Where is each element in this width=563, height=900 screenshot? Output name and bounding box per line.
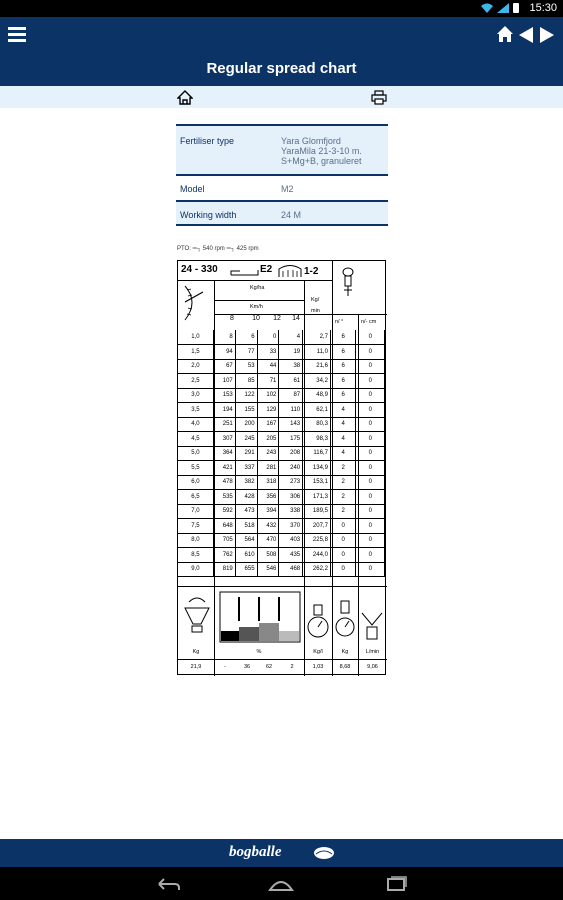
table-row <box>178 519 385 534</box>
table-row <box>178 432 385 447</box>
speed-unit: Km/h <box>250 304 263 310</box>
model-value: M2 <box>281 184 294 194</box>
cell-a: 6 <box>330 330 356 345</box>
cell-v10: 245 <box>235 432 257 447</box>
table-row <box>178 417 385 432</box>
cell-v8: 94 <box>213 345 235 360</box>
cell-v10: 85 <box>235 374 257 389</box>
cell-b: 0 <box>356 388 385 403</box>
cell-flow: 48,9 <box>303 388 331 403</box>
cell-v12: 71 <box>257 374 279 389</box>
cell-v8: 819 <box>213 562 235 577</box>
cell-v14: 468 <box>279 562 303 577</box>
cell-v8: 107 <box>213 374 235 389</box>
table-row <box>178 388 385 403</box>
chart-line <box>178 586 387 587</box>
cell-flow: 225,8 <box>303 533 331 548</box>
cell-v8: 762 <box>213 548 235 563</box>
cell-v8: 648 <box>213 519 235 534</box>
cell-v12: 546 <box>257 562 279 577</box>
brand-swoosh-icon <box>313 846 335 860</box>
cell-b: 0 <box>356 403 385 418</box>
footer-value: 21,9 <box>190 664 202 670</box>
cell-b: 0 <box>356 374 385 389</box>
cell-s: 6,0 <box>178 475 213 490</box>
pto-line: PTO: ═┐ 540 rpm ═┐ 425 rpm <box>177 246 259 252</box>
cell-a: 4 <box>330 446 356 461</box>
hopper-icon <box>183 596 211 636</box>
cell-v10: 155 <box>235 403 257 418</box>
speed-12: 12 <box>273 315 281 322</box>
cell-v10: 564 <box>235 533 257 548</box>
flow-icon <box>360 611 384 643</box>
wifi-icon <box>481 3 493 13</box>
home-icon[interactable] <box>177 90 193 105</box>
cell-flow: 2,7 <box>303 330 331 345</box>
cell-a: 6 <box>330 374 356 389</box>
cell-a: 0 <box>330 533 356 548</box>
spread-chart <box>177 260 386 675</box>
cell-a: 2 <box>330 490 356 505</box>
col-unit-2: n/- cm <box>361 319 377 325</box>
cell-v12: 508 <box>257 548 279 563</box>
cell-v8: 8 <box>213 330 235 345</box>
recents-icon[interactable] <box>383 876 409 892</box>
cell-v14: 87 <box>279 388 303 403</box>
chart-line <box>332 586 333 676</box>
cell-a: 2 <box>330 461 356 476</box>
cell-v10: 6 <box>235 330 257 345</box>
cell-v14: 273 <box>279 475 303 490</box>
cell-v14: 4 <box>279 330 303 345</box>
cell-v12: 33 <box>257 345 279 360</box>
working-width-value: 24 M <box>281 210 302 220</box>
cell-v10: 518 <box>235 519 257 534</box>
tractor-icon: ═┐ <box>226 246 235 252</box>
col-unit-1: n/ ° <box>335 319 344 325</box>
flow-unit-2: min <box>311 308 320 314</box>
cell-flow: 153,1 <box>303 475 331 490</box>
table-row <box>178 461 385 476</box>
cell-v10: 428 <box>235 490 257 505</box>
cell-v8: 194 <box>213 403 235 418</box>
cell-v12: 356 <box>257 490 279 505</box>
cell-a: 0 <box>330 548 356 563</box>
cell-v14: 208 <box>279 446 303 461</box>
cell-v8: 251 <box>213 417 235 432</box>
cell-v12: 394 <box>257 504 279 519</box>
chart-line <box>304 314 387 315</box>
speed-8: 8 <box>230 315 234 322</box>
status-bar <box>0 0 563 17</box>
cell-b: 0 <box>356 359 385 374</box>
cell-flow: 171,3 <box>303 490 331 505</box>
cell-b: 0 <box>356 475 385 490</box>
chart-model: 24 - 330 <box>181 264 218 275</box>
cell-b: 0 <box>356 417 385 432</box>
forward-arrow-icon[interactable] <box>538 26 556 44</box>
cell-v12: 318 <box>257 475 279 490</box>
table-row <box>178 490 385 505</box>
cell-flow: 21,6 <box>303 359 331 374</box>
cell-flow: 244,0 <box>303 548 331 563</box>
cell-flow: 98,3 <box>303 432 331 447</box>
table-row <box>178 345 385 360</box>
weight-icon <box>334 599 356 643</box>
cell-a: 0 <box>330 562 356 577</box>
footer-value: 9,06 <box>367 664 378 670</box>
back-icon[interactable] <box>155 876 181 892</box>
cell-s: 5,0 <box>178 446 213 461</box>
menu-icon[interactable] <box>8 27 26 43</box>
cell-a: 4 <box>330 417 356 432</box>
fertiliser-type-label: Fertiliser type <box>180 136 235 146</box>
footer-value: 1,03 <box>312 664 324 670</box>
cell-v10: 610 <box>235 548 257 563</box>
cell-s: 4,5 <box>178 432 213 447</box>
cell-a: 4 <box>330 432 356 447</box>
cell-flow: 34,2 <box>303 374 331 389</box>
chart-line <box>304 586 305 676</box>
cell-v14: 435 <box>279 548 303 563</box>
cell-v10: 122 <box>235 388 257 403</box>
cell-v14: 338 <box>279 504 303 519</box>
cell-flow: 62,1 <box>303 403 331 418</box>
signal-icon <box>497 3 509 13</box>
chart-line <box>214 586 215 676</box>
cell-v10: 337 <box>235 461 257 476</box>
cell-a: 6 <box>330 345 356 360</box>
table-row <box>178 359 385 374</box>
cell-v8: 705 <box>213 533 235 548</box>
chart-vanes: 1-2 <box>304 266 319 277</box>
cell-v8: 421 <box>213 461 235 476</box>
scale-icon <box>306 603 330 643</box>
cell-flow: 262,2 <box>303 562 331 577</box>
spreader-icon <box>230 267 260 277</box>
cell-v12: 0 <box>257 330 279 345</box>
cell-v10: 200 <box>235 417 257 432</box>
cell-b: 0 <box>356 330 385 345</box>
chart-setting: E2 <box>260 264 273 275</box>
table-row <box>178 330 385 345</box>
brand-logo: bogballe <box>229 844 282 860</box>
cell-v14: 143 <box>279 417 303 432</box>
cell-v12: 281 <box>257 461 279 476</box>
table-row <box>178 548 385 563</box>
footer-label-kg: Kg <box>192 649 200 655</box>
cell-v12: 205 <box>257 432 279 447</box>
cell-s: 3,5 <box>178 403 213 418</box>
status-icons <box>481 3 519 13</box>
cell-b: 0 <box>356 548 385 563</box>
cell-s: 1,0 <box>178 330 213 345</box>
cell-s: 2,0 <box>178 359 213 374</box>
nozzle-icon <box>337 266 359 298</box>
cell-v8: 307 <box>213 432 235 447</box>
vane-icon <box>278 264 302 278</box>
table-row <box>178 504 385 519</box>
fertiliser-info <box>176 124 388 226</box>
cell-s: 2,5 <box>178 374 213 389</box>
cell-s: 9,0 <box>178 562 213 577</box>
calibration-bars-icon <box>219 591 301 643</box>
cell-flow: 11,0 <box>303 345 331 360</box>
cell-b: 0 <box>356 461 385 476</box>
cell-v10: 291 <box>235 446 257 461</box>
cell-v8: 67 <box>213 359 235 374</box>
cell-v10: 473 <box>235 504 257 519</box>
cell-v12: 167 <box>257 417 279 432</box>
model-row <box>176 174 388 200</box>
chart-line <box>214 300 304 301</box>
cell-flow: 207,7 <box>303 519 331 534</box>
cell-v8: 592 <box>213 504 235 519</box>
cell-v12: 243 <box>257 446 279 461</box>
cell-v12: 470 <box>257 533 279 548</box>
chart-line <box>178 659 387 660</box>
footer-value: 2 <box>290 664 294 670</box>
model-label: Model <box>180 184 205 194</box>
cell-v14: 306 <box>279 490 303 505</box>
table-row <box>178 475 385 490</box>
cell-b: 0 <box>356 519 385 534</box>
cell-v12: 102 <box>257 388 279 403</box>
system-nav-bar <box>0 867 563 900</box>
cell-flow: 189,5 <box>303 504 331 519</box>
cell-v8: 535 <box>213 490 235 505</box>
cell-a: 2 <box>330 504 356 519</box>
cell-v8: 153 <box>213 388 235 403</box>
cell-s: 4,0 <box>178 417 213 432</box>
tractor-icon: ═┐ <box>192 246 202 252</box>
chart-line <box>358 586 359 676</box>
footer-value: 36 <box>243 664 251 670</box>
home-nav-icon[interactable] <box>268 876 294 892</box>
speed-14: 14 <box>292 315 300 322</box>
cell-s: 7,0 <box>178 504 213 519</box>
cell-v12: 44 <box>257 359 279 374</box>
cell-v14: 175 <box>279 432 303 447</box>
toolbar <box>0 86 563 108</box>
working-width-label: Working width <box>180 210 237 220</box>
cell-b: 0 <box>356 432 385 447</box>
cell-a: 0 <box>330 519 356 534</box>
cell-v12: 432 <box>257 519 279 534</box>
cell-s: 8,5 <box>178 548 213 563</box>
table-row <box>178 374 385 389</box>
working-width-row <box>176 200 388 226</box>
cell-v12: 129 <box>257 403 279 418</box>
brand-bar <box>0 839 563 867</box>
cell-s: 5,5 <box>178 461 213 476</box>
back-arrow-icon[interactable] <box>517 26 535 44</box>
cell-a: 4 <box>330 403 356 418</box>
table-row <box>178 533 385 548</box>
status-time: 15:30 <box>529 2 557 14</box>
rate-table <box>178 330 385 577</box>
cell-flow: 116,7 <box>303 446 331 461</box>
cell-v10: 655 <box>235 562 257 577</box>
footer-label-pct: % <box>256 649 262 655</box>
cell-b: 0 <box>356 446 385 461</box>
cell-v14: 19 <box>279 345 303 360</box>
cell-v14: 61 <box>279 374 303 389</box>
fertiliser-type-row <box>176 124 388 174</box>
table-row <box>178 446 385 461</box>
footer-label-kgl: Kg/l <box>313 649 323 655</box>
footer-label-lmin: L/min <box>365 649 380 655</box>
cell-flow: 80,3 <box>303 417 331 432</box>
gauge-icon <box>181 284 211 324</box>
cell-a: 6 <box>330 388 356 403</box>
speed-10: 10 <box>252 315 260 322</box>
cell-flow: 134,9 <box>303 461 331 476</box>
cell-b: 0 <box>356 490 385 505</box>
cell-s: 8,0 <box>178 533 213 548</box>
cell-v8: 478 <box>213 475 235 490</box>
cell-v14: 403 <box>279 533 303 548</box>
footer-value: - <box>224 664 226 670</box>
cell-v10: 53 <box>235 359 257 374</box>
table-row <box>178 562 385 577</box>
footer-value: 8,68 <box>339 664 351 670</box>
cell-s: 7,5 <box>178 519 213 534</box>
rate-unit: Kg/ha <box>250 285 265 291</box>
cell-v14: 370 <box>279 519 303 534</box>
page-title: Regular spread chart <box>206 60 357 77</box>
cell-v10: 382 <box>235 475 257 490</box>
cell-b: 0 <box>356 504 385 519</box>
cell-v14: 110 <box>279 403 303 418</box>
app-bar <box>0 17 563 86</box>
cell-s: 3,0 <box>178 388 213 403</box>
print-icon[interactable] <box>371 90 387 105</box>
cell-v8: 364 <box>213 446 235 461</box>
home-icon[interactable] <box>496 25 514 43</box>
cell-a: 6 <box>330 359 356 374</box>
fertiliser-type-value: Yara Glomfjord YaraMila 21-3-10 m. S+Mg+B, granuleret <box>281 136 362 166</box>
cell-b: 0 <box>356 345 385 360</box>
cell-v14: 38 <box>279 359 303 374</box>
cell-b: 0 <box>356 562 385 577</box>
cell-b: 0 <box>356 533 385 548</box>
battery-icon <box>513 3 519 13</box>
table-row <box>178 403 385 418</box>
flow-unit: Kg/ <box>311 297 320 303</box>
cell-v10: 77 <box>235 345 257 360</box>
cell-v14: 240 <box>279 461 303 476</box>
cell-a: 2 <box>330 475 356 490</box>
cell-s: 6,5 <box>178 490 213 505</box>
footer-label-kg2: Kg <box>341 649 349 655</box>
footer-value: 62 <box>265 664 273 670</box>
cell-s: 1,5 <box>178 345 213 360</box>
chart-line <box>178 280 332 281</box>
